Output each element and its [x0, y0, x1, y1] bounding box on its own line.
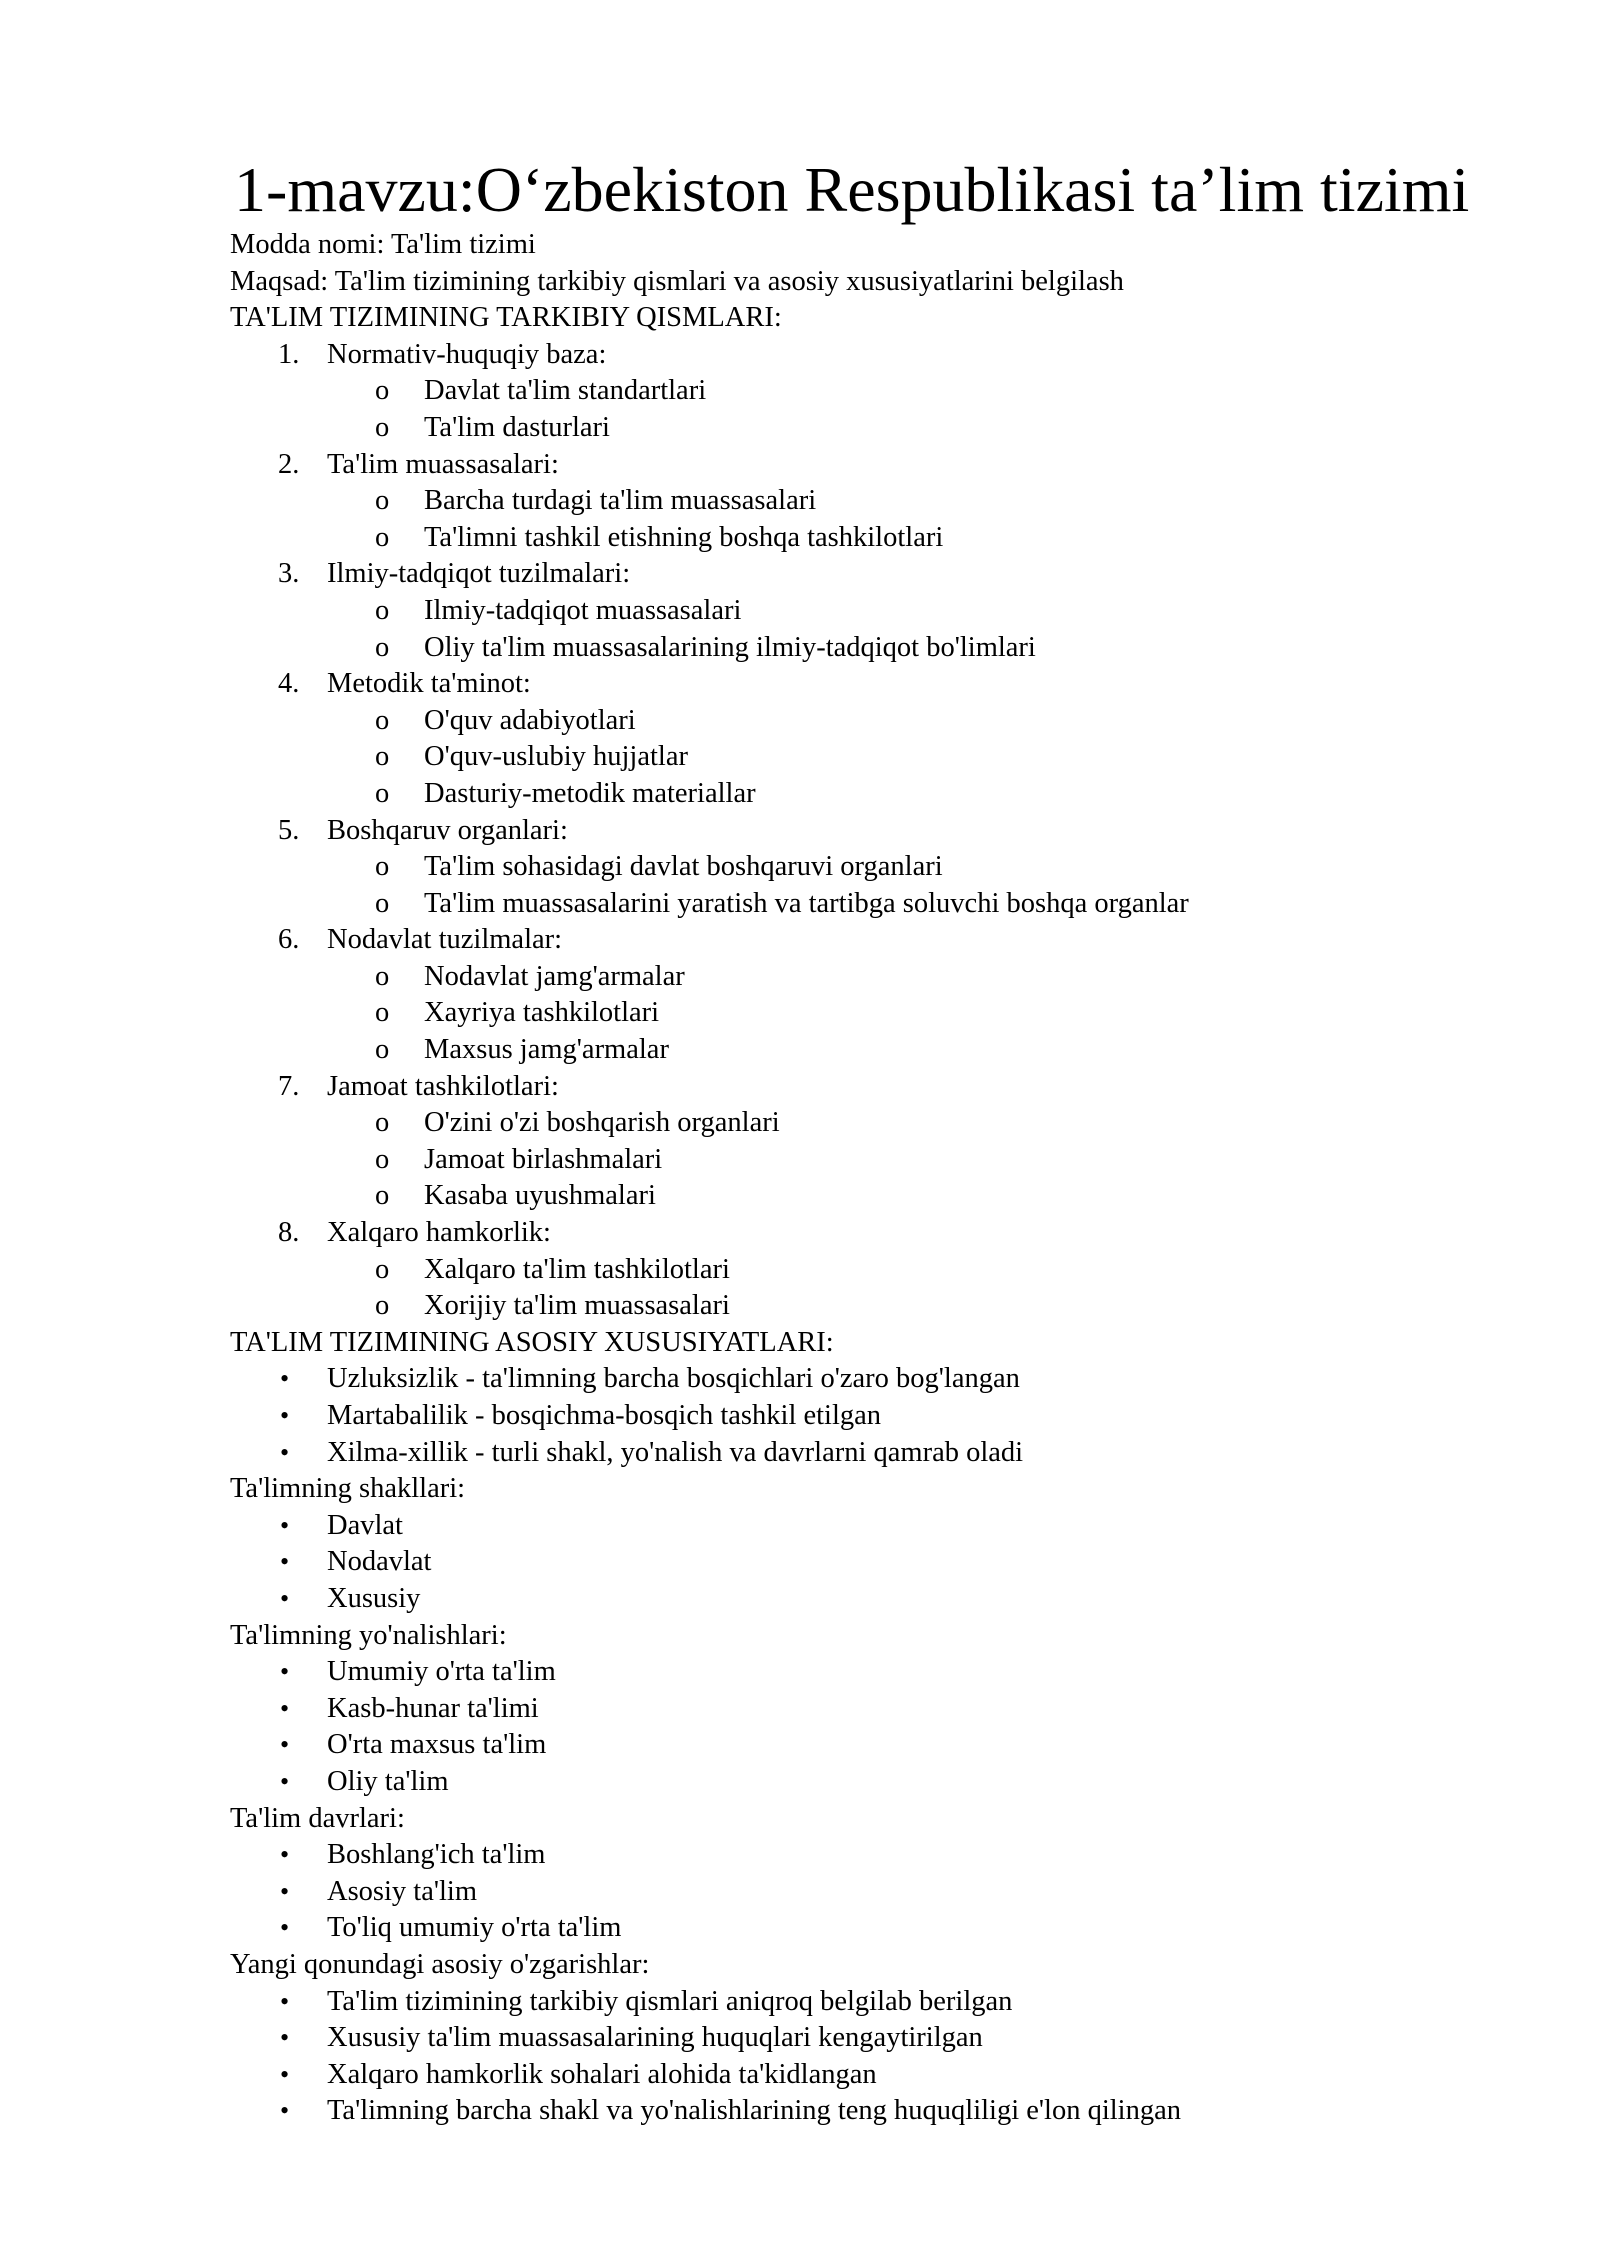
bullet-item-text: Martabalilik - bosqichma-bosqich tashkil etilgan — [327, 1400, 882, 1431]
circle-bullet-icon: o — [375, 741, 390, 773]
sub-list-item-text: O'quv adabiyotlari — [424, 704, 636, 736]
bullet-item-text: Xilma-xillik - turli shakl, yo'nalish va davrlarni qamrab oladi — [327, 1436, 1024, 1468]
bullet-item-text: Xususiy ta'lim muassasalarining huquqlari kengaytirilgan — [327, 2022, 983, 2054]
section-heading: TA'LIM TIZIMINING ASOSIY XUSUSIYATLARI: — [230, 1326, 834, 1358]
bullet-icon: • — [280, 1583, 290, 1613]
sub-list-item — [230, 1105, 1530, 1142]
list-number: 2. — [278, 448, 300, 480]
list-number: 3. — [278, 558, 300, 590]
sub-list-item-text: Nodavlat jamg'armalar — [424, 960, 685, 992]
bullet-list-item — [230, 1874, 1530, 1911]
sub-list-item-text: O'zini o'zi boshqarish organlari — [424, 1107, 780, 1139]
bullet-item-text: Xalqaro hamkorlik sohalari alohida ta'kidlangan — [327, 2058, 877, 2090]
bullet-item-text: To'liq umumiy o'rta ta'lim — [327, 1912, 622, 1944]
circle-bullet-icon: o — [375, 411, 390, 443]
sub-list-item-text: Davlat ta'lim standartlari — [424, 375, 707, 407]
bullet-icon: • — [280, 1986, 290, 2016]
circle-bullet-icon: o — [375, 1253, 390, 1285]
numbered-item-label: Nodavlat tuzilmalar: — [327, 924, 563, 956]
circle-bullet-icon: o — [375, 521, 390, 553]
list-number: 4. — [278, 668, 300, 700]
bullet-icon: • — [280, 1766, 290, 1796]
circle-bullet-icon: o — [375, 997, 390, 1029]
sub-list-item-text: Ta'lim sohasidagi davlat boshqaruvi organlari — [424, 851, 943, 883]
circle-bullet-icon: o — [375, 485, 390, 517]
document-title: 1-mavzu:O‘zbekiston Respublikasi ta’lim tizimi — [234, 154, 1470, 225]
numbered-item — [230, 813, 1530, 850]
sub-list-item — [230, 1032, 1530, 1069]
circle-bullet-icon: o — [375, 1107, 390, 1139]
bullet-icon: • — [280, 1876, 290, 1906]
bullet-list-item — [230, 1727, 1530, 1764]
sub-list-item — [230, 1178, 1530, 1215]
numbered-item-label: Jamoat tashkilotlari: — [327, 1070, 559, 1102]
sub-list-item-text: Kasaba uyushmalari — [424, 1180, 656, 1212]
sub-list-item-text: Ta'lim muassasalarini yaratish va tartibga soluvchi boshqa organlar — [424, 887, 1189, 919]
bullet-icon: • — [280, 1364, 290, 1394]
sub-list-item — [230, 776, 1530, 813]
sections-list — [230, 1325, 1530, 2130]
bullet-icon: • — [280, 2096, 290, 2126]
numbered-item — [230, 556, 1530, 593]
circle-bullet-icon: o — [375, 375, 390, 407]
bullet-item-text: Xususiy — [327, 1582, 421, 1614]
numbered-item — [230, 1215, 1530, 1252]
circle-bullet-icon: o — [375, 1034, 390, 1066]
subject-name: Modda nomi: Ta'lim tizimi — [230, 229, 536, 260]
bullet-list-item — [230, 1984, 1530, 2021]
bullet-list-item — [230, 2093, 1530, 2130]
bullet-icon: • — [280, 2023, 290, 2053]
bullet-icon: • — [280, 1510, 290, 1540]
sub-list-item — [230, 520, 1530, 557]
bullet-item-text: Oliy ta'lim — [327, 1765, 449, 1797]
circle-bullet-icon: o — [375, 1143, 390, 1175]
bullet-list-item — [230, 2020, 1530, 2057]
numbered-item-label: Ilmiy-tadqiqot tuzilmalari: — [327, 558, 631, 590]
sub-list-item-text: Xayriya tashkilotlari — [424, 997, 660, 1029]
sub-list-item — [230, 1288, 1530, 1325]
bullet-list-item — [230, 2057, 1530, 2094]
bullet-item-text: Ta'limning barcha shakl va yo'nalishlarining teng huquqliligi e'lon qilingan — [327, 2095, 1181, 2127]
sub-list-item — [230, 995, 1530, 1032]
numbered-item — [230, 666, 1530, 703]
list-number: 6. — [278, 924, 300, 956]
bullet-icon: • — [280, 1657, 290, 1687]
list-number: 5. — [278, 814, 300, 846]
bullet-icon: • — [280, 1840, 290, 1870]
bullet-icon: • — [280, 1401, 290, 1430]
numbered-item — [230, 447, 1530, 484]
section-heading: Ta'limning yo'nalishlari: — [230, 1619, 507, 1651]
sub-list-item-text: Maxsus jamg'armalar — [424, 1034, 669, 1066]
bullet-list-item — [230, 1764, 1530, 1801]
list-number: 8. — [278, 1217, 300, 1249]
bullet-list-item — [230, 1581, 1530, 1618]
numbered-item-label: Boshqaruv organlari: — [327, 814, 568, 846]
bullet-list-item — [230, 1837, 1530, 1874]
section-heading-components: TA'LIM TIZIMINING TARKIBIY QISMLARI: — [230, 302, 782, 334]
document-body — [230, 227, 1530, 2130]
bullet-item-text: O'rta maxsus ta'lim — [327, 1729, 547, 1761]
numbered-item — [230, 1069, 1530, 1106]
section-heading: Ta'limning shakllari: — [230, 1473, 466, 1505]
sub-list-item-text: Barcha turdagi ta'lim muassasalari — [424, 485, 817, 517]
bullet-item-text: Uzluksizlik - ta'limning barcha bosqichlari o'zaro bog'langan — [327, 1363, 1020, 1395]
circle-bullet-icon: o — [375, 1180, 390, 1212]
section-heading: Ta'lim davrlari: — [230, 1802, 405, 1834]
bullet-list-item — [230, 1398, 1530, 1435]
circle-bullet-icon: o — [375, 1290, 390, 1322]
circle-bullet-icon: o — [375, 960, 390, 992]
bullet-list-item — [230, 1691, 1530, 1728]
bullet-icon: • — [280, 1730, 290, 1760]
section-heading: Yangi qonundagi asosiy o'zgarishlar: — [230, 1948, 650, 1980]
bullet-item-text: Nodavlat — [327, 1546, 432, 1578]
bullet-list-item — [230, 1654, 1530, 1691]
bullet-item-text: Kasb-hunar ta'limi — [327, 1692, 539, 1724]
list-number: 7. — [278, 1070, 300, 1102]
circle-bullet-icon: o — [375, 704, 390, 736]
bullet-list-item — [230, 1361, 1530, 1398]
numbered-item-label: Ta'lim muassasalari: — [327, 448, 559, 480]
sub-list-item — [230, 849, 1530, 886]
sub-list-item-text: Ilmiy-tadqiqot muassasalari — [424, 594, 742, 626]
bullet-item-text: Asosiy ta'lim — [327, 1875, 478, 1907]
sub-list-item — [230, 1252, 1530, 1289]
goal-text: Maqsad: Ta'lim tizimining tarkibiy qismlari va asosiy xususiyatlarini belgilash — [230, 265, 1124, 297]
circle-bullet-icon: o — [375, 887, 390, 919]
bullet-list-item — [230, 1544, 1530, 1581]
sub-list-item-text: Jamoat birlashmalari — [424, 1143, 663, 1175]
bullet-icon: • — [280, 1693, 290, 1723]
bullet-icon: • — [280, 1547, 290, 1577]
numbered-item-label: Xalqaro hamkorlik: — [327, 1217, 551, 1249]
circle-bullet-icon: o — [375, 777, 390, 809]
sub-list-item — [230, 739, 1530, 776]
sub-list-item-text: Dasturiy-metodik materiallar — [424, 777, 756, 809]
sub-list-item-text: Xorijiy ta'lim muassasalari — [424, 1290, 730, 1322]
circle-bullet-icon: o — [375, 851, 390, 883]
bullet-icon: • — [280, 2059, 290, 2089]
sub-list-item — [230, 630, 1530, 667]
sub-list-item-text: Ta'limni tashkil etishning boshqa tashkilotlari — [424, 521, 944, 553]
bullet-item-text: Ta'lim tizimining tarkibiy qismlari aniqroq belgilab berilgan — [327, 1985, 1013, 2017]
bullet-item-text: Boshlang'ich ta'lim — [327, 1839, 546, 1871]
circle-bullet-icon: o — [375, 594, 390, 626]
numbered-item-label: Normativ-huquqiy baza: — [327, 338, 607, 370]
numbered-item-label: Metodik ta'minot: — [327, 668, 531, 700]
sub-list-item — [230, 886, 1530, 923]
sub-list-item-text: Oliy ta'lim muassasalarining ilmiy-tadqiqot bo'limlari — [424, 631, 1036, 663]
sub-list-item — [230, 373, 1530, 410]
bullet-list-item — [230, 1910, 1530, 1947]
sub-list-item — [230, 410, 1530, 447]
numbered-item — [230, 922, 1530, 959]
sub-list-item — [230, 593, 1530, 630]
bullet-list-item — [230, 1435, 1530, 1472]
numbered-item — [230, 337, 1530, 374]
bullet-icon: • — [280, 1913, 290, 1943]
sub-list-item — [230, 959, 1530, 996]
sub-list-item — [230, 703, 1530, 740]
bullet-list-item — [230, 1508, 1530, 1545]
list-number: 1. — [278, 338, 300, 370]
sub-list-item — [230, 1142, 1530, 1179]
bullet-item-text: Davlat — [327, 1509, 403, 1541]
bullet-item-text: Umumiy o'rta ta'lim — [327, 1656, 556, 1688]
sub-list-item — [230, 483, 1530, 520]
circle-bullet-icon: o — [375, 631, 390, 663]
sub-list-item-text: Xalqaro ta'lim tashkilotlari — [424, 1253, 730, 1285]
components-list — [230, 337, 1530, 1325]
sub-list-item-text: O'quv-uslubiy hujjatlar — [424, 741, 688, 773]
bullet-icon: • — [280, 1437, 290, 1467]
sub-list-item-text: Ta'lim dasturlari — [424, 411, 610, 443]
